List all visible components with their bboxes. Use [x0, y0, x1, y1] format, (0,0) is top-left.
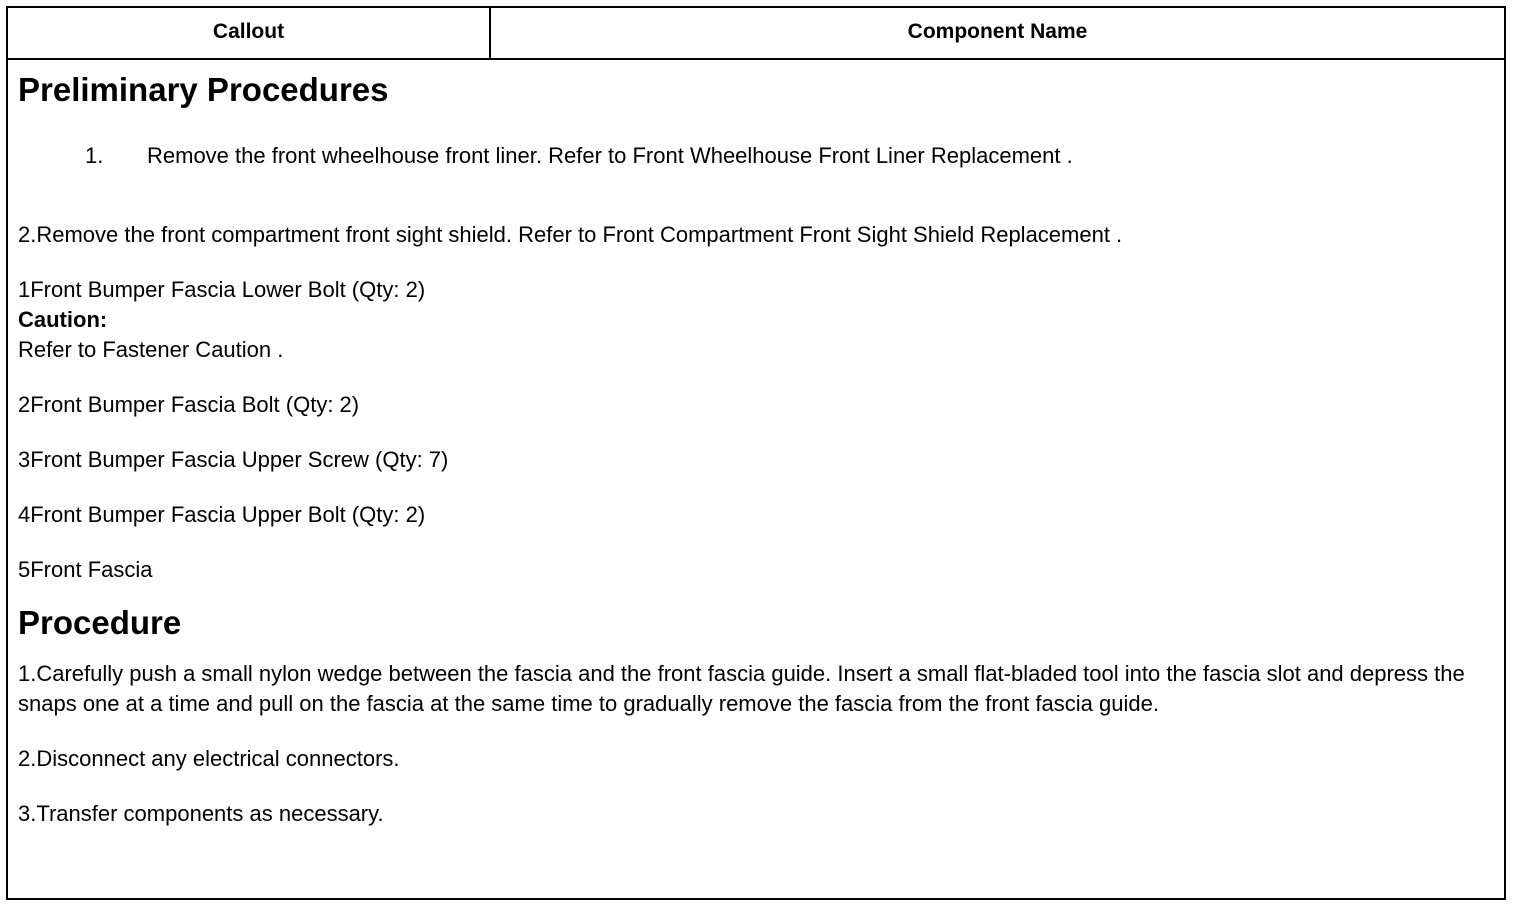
component-item-1: 1Front Bumper Fascia Lower Bolt (Qty: 2) — [18, 277, 426, 302]
preliminary-step-1 — [18, 141, 1494, 171]
procedure-step-2: 2.Disconnect any electrical connectors. — [18, 746, 400, 771]
step-number: 1. — [85, 143, 104, 168]
caution-label: Caution: — [18, 307, 108, 332]
component-item-5: 5Front Fascia — [18, 557, 153, 582]
table-header-row — [8, 8, 1504, 60]
table-body-cell — [8, 70, 1504, 829]
procedure-step-1: 1.Carefully push a small nylon wedge between the fascia and the front fascia guide. Insert a small flat-bladed tool into the fascia slot and depress the snaps one at a time and pull on the fascia at the same time to gradually remove the fascia from the front fascia guide. — [18, 661, 1465, 716]
component-item-2: 2Front Bumper Fascia Bolt (Qty: 2) — [18, 392, 360, 417]
procedure-heading: Procedure — [18, 604, 182, 641]
component-table — [6, 6, 1506, 900]
procedure-step-3: 3.Transfer components as necessary. — [18, 801, 384, 826]
component-item-3: 3Front Bumper Fascia Upper Screw (Qty: 7) — [18, 447, 449, 472]
step-text: Remove the front wheelhouse front liner. Refer to Front Wheelhouse Front Liner Replacement . — [147, 143, 1073, 168]
component-name-column-header: Component Name — [907, 20, 1088, 43]
caution-text: Refer to Fastener Caution . — [18, 337, 284, 362]
preliminary-procedures-heading: Preliminary Procedures — [18, 71, 389, 108]
preliminary-step-2: 2.Remove the front compartment front sight shield. Refer to Front Compartment Front Sight Shield Replacement . — [18, 222, 1123, 247]
component-item-1-block — [18, 275, 1494, 365]
callout-column-header: Callout — [8, 8, 491, 58]
component-item-4: 4Front Bumper Fascia Upper Bolt (Qty: 2) — [18, 502, 426, 527]
